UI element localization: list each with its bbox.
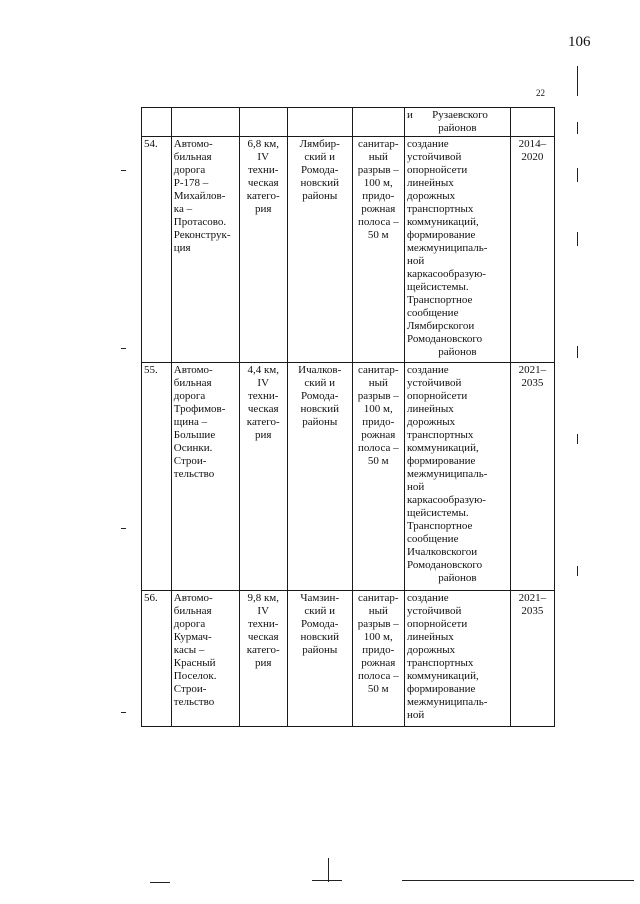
scan-edge-mark bbox=[121, 528, 126, 529]
table-row bbox=[142, 591, 555, 727]
scan-edge-line bbox=[577, 566, 578, 576]
row-number: 56. bbox=[142, 591, 172, 727]
justified-word: системы. bbox=[426, 507, 469, 519]
scan-edge-line bbox=[577, 434, 578, 444]
road-params-cell: 9,8 км, IV техни- ческая катего- рия bbox=[239, 591, 287, 727]
roads-table bbox=[141, 107, 555, 727]
justified-word: опорной bbox=[406, 390, 447, 402]
table-row-continued bbox=[142, 108, 555, 137]
scan-edge-mark bbox=[121, 170, 126, 171]
table-row bbox=[142, 363, 555, 591]
period-cell: 2014– 2020 bbox=[510, 137, 554, 363]
justified-word: щей bbox=[406, 507, 427, 519]
justified-word: щей bbox=[406, 281, 427, 293]
zones-cell: санитар- ный разрыв – 100 м, придо- рожная полоса – 50 м bbox=[352, 363, 404, 591]
districts-cell: Лямбир- ский и Ромода- новский районы bbox=[287, 137, 352, 363]
justified-word: и bbox=[471, 546, 478, 558]
period-cell: 2021– 2035 bbox=[510, 591, 554, 727]
row-number: 55. bbox=[142, 363, 172, 591]
scan-edge-line bbox=[577, 122, 578, 134]
justified-word: опорной bbox=[406, 618, 447, 630]
purpose-cell: и Рузаевского районов bbox=[404, 108, 510, 137]
road-name-cell: Автомо- бильная дорога Р-178 – Михайлов- ка – Протасово. Реконструк- ция bbox=[171, 137, 239, 363]
scan-edge-line bbox=[577, 66, 578, 96]
scan-edge-mark bbox=[121, 712, 126, 713]
road-name-cell: Автомо- бильная дорога Курмач- касы – Красный Поселок. Строи- тельство bbox=[171, 591, 239, 727]
scan-edge-line bbox=[577, 168, 578, 182]
page-number-secondary: 22 bbox=[536, 88, 545, 98]
justified-word: Лямбирского bbox=[406, 320, 469, 332]
scan-edge-line bbox=[577, 346, 578, 358]
scan-artifact bbox=[312, 880, 342, 881]
districts-cell: Ичалков- ский и Ромода- новский районы bbox=[287, 363, 352, 591]
justified-word: и bbox=[468, 320, 475, 332]
justified-word: системы. bbox=[426, 281, 469, 293]
districts-cell: Чамзин- ский и Ромода- новский районы bbox=[287, 591, 352, 727]
road-name-cell: Автомо- бильная дорога Трофимов- щина – Большие Осинки. Строи- тельство bbox=[171, 363, 239, 591]
row-number: 54. bbox=[142, 137, 172, 363]
scan-artifact bbox=[150, 882, 170, 883]
road-params-cell: 4,4 км, IV техни- ческая катего- рия bbox=[239, 363, 287, 591]
road-params-cell: 6,8 км, IV техни- ческая катего- рия bbox=[239, 137, 287, 363]
justified-word: сети bbox=[446, 618, 468, 630]
purpose-cell: создание устойчивой опорнойсети линейных дорожных транспортных коммуникаций, формирование межмуниципаль- ной bbox=[404, 591, 510, 727]
table-row bbox=[142, 137, 555, 363]
justified-word: сети bbox=[446, 390, 468, 402]
justified-word: опорной bbox=[406, 164, 447, 176]
purpose-cell: создание устойчивой опорнойсети линейных дорожных транспортных коммуникаций, формирование межмуниципаль- ной каркасообразую- щейсистемы. Транспортное сообщение Лямбирскогои Ромодановского районов bbox=[404, 137, 510, 363]
scan-artifact bbox=[328, 858, 329, 882]
zones-cell: санитар- ный разрыв – 100 м, придо- рожная полоса – 50 м bbox=[352, 137, 404, 363]
zones-cell: санитар- ный разрыв – 100 м, придо- рожная полоса – 50 м bbox=[352, 591, 404, 727]
scan-artifact bbox=[402, 880, 634, 881]
scan-edge-line bbox=[577, 232, 578, 246]
scan-edge-mark bbox=[121, 348, 126, 349]
justified-word: Ичалковского bbox=[406, 546, 472, 558]
justified-word: сети bbox=[446, 164, 468, 176]
page-number: 106 bbox=[568, 34, 591, 50]
purpose-cell: создание устойчивой опорнойсети линейных дорожных транспортных коммуникаций, формирование межмуниципаль- ной каркасообразую- щейсистемы. Транспортное сообщение Ичалковскогои Ромодановского районов bbox=[404, 363, 510, 591]
period-cell: 2021– 2035 bbox=[510, 363, 554, 591]
